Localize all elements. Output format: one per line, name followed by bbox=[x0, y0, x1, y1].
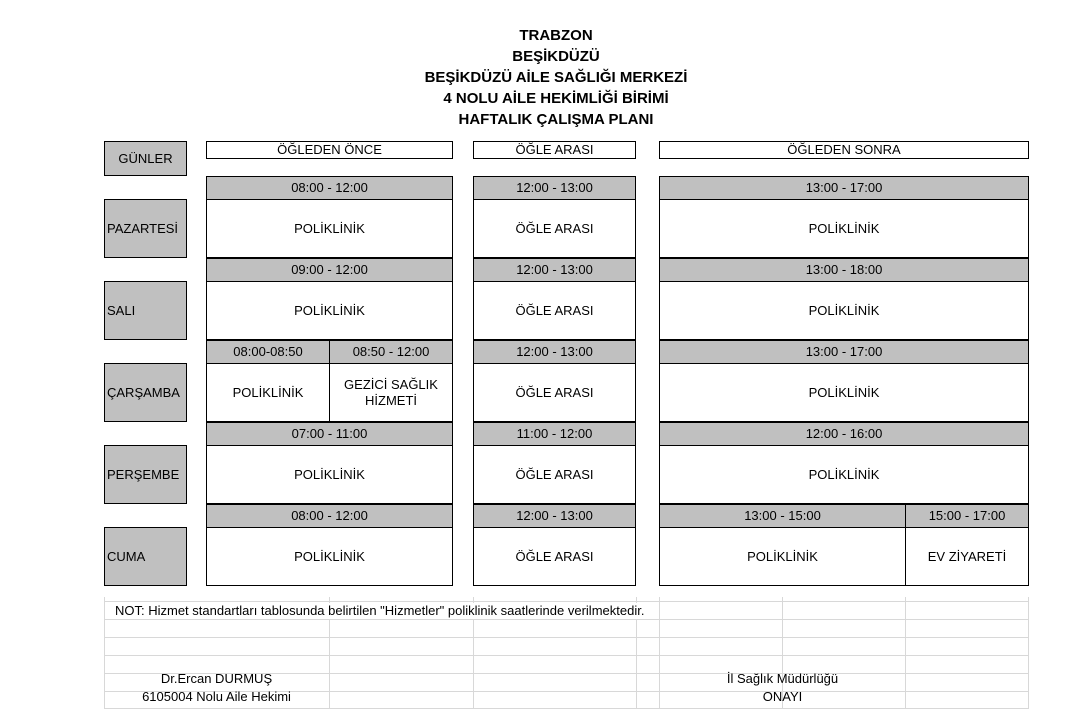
signature-left-title: 6105004 Nolu Aile Hekimi bbox=[142, 689, 291, 704]
friday-afternoon-task-b: EV ZİYARETİ bbox=[905, 527, 1029, 586]
tuesday-lunch-task: ÖĞLE ARASI bbox=[473, 281, 636, 340]
header-lunch: ÖĞLE ARASI bbox=[473, 141, 636, 159]
wednesday-morning-time-a: 08:00-08:50 bbox=[206, 340, 330, 364]
day-monday: PAZARTESİ bbox=[104, 199, 187, 258]
friday-afternoon-task-a: POLİKLİNİK bbox=[659, 527, 906, 586]
friday-morning-task: POLİKLİNİK bbox=[206, 527, 453, 586]
thursday-lunch-time: 11:00 - 12:00 bbox=[473, 422, 636, 446]
thursday-lunch-task: ÖĞLE ARASI bbox=[473, 445, 636, 504]
page-title: HAFTALIK ÇALIŞMA PLANI bbox=[458, 111, 654, 128]
friday-lunch-time: 12:00 - 13:00 bbox=[473, 504, 636, 528]
day-tuesday: SALI bbox=[104, 281, 187, 340]
note-text: NOT: Hizmet standartları tablosunda belirtilen "Hizmetler" poliklinik saatlerinde verilmektedir. bbox=[115, 603, 645, 618]
friday-afternoon-time-a: 13:00 - 15:00 bbox=[659, 504, 906, 528]
signature-right-name: İl Sağlık Müdürlüğü bbox=[726, 671, 839, 686]
monday-morning-task: POLİKLİNİK bbox=[206, 199, 453, 258]
day-friday: CUMA bbox=[104, 527, 187, 586]
title-district: BEŞİKDÜZÜ bbox=[512, 48, 600, 65]
thursday-afternoon-time: 12:00 - 16:00 bbox=[659, 422, 1029, 446]
wednesday-lunch-time: 12:00 - 13:00 bbox=[473, 340, 636, 364]
wednesday-morning-time-b: 08:50 - 12:00 bbox=[329, 340, 453, 364]
friday-lunch-task: ÖĞLE ARASI bbox=[473, 527, 636, 586]
day-thursday: PERŞEMBE bbox=[104, 445, 187, 504]
tuesday-morning-time: 09:00 - 12:00 bbox=[206, 258, 453, 282]
thursday-morning-time: 07:00 - 11:00 bbox=[206, 422, 453, 446]
thursday-afternoon-task: POLİKLİNİK bbox=[659, 445, 1029, 504]
tuesday-afternoon-time: 13:00 - 18:00 bbox=[659, 258, 1029, 282]
monday-lunch-task: ÖĞLE ARASI bbox=[473, 199, 636, 258]
title-city: TRABZON bbox=[519, 27, 593, 44]
monday-afternoon-time: 13:00 - 17:00 bbox=[659, 176, 1029, 200]
wednesday-morning-task-a: POLİKLİNİK bbox=[206, 363, 330, 422]
wednesday-afternoon-time: 13:00 - 17:00 bbox=[659, 340, 1029, 364]
day-wednesday: ÇARŞAMBA bbox=[104, 363, 187, 422]
title-center: BEŞİKDÜZÜ AİLE SAĞLIĞI MERKEZİ bbox=[424, 69, 688, 86]
header-days: GÜNLER bbox=[104, 141, 187, 176]
signature-left-name: Dr.Ercan DURMUŞ bbox=[160, 671, 273, 686]
monday-morning-time: 08:00 - 12:00 bbox=[206, 176, 453, 200]
wednesday-morning-task-b: GEZİCİ SAĞLIK HİZMETİ bbox=[329, 363, 453, 422]
title-unit: 4 NOLU AİLE HEKİMLİĞİ BİRİMİ bbox=[443, 90, 669, 107]
header-morning: ÖĞLEDEN ÖNCE bbox=[206, 141, 453, 159]
monday-afternoon-task: POLİKLİNİK bbox=[659, 199, 1029, 258]
wednesday-lunch-task: ÖĞLE ARASI bbox=[473, 363, 636, 422]
header-afternoon: ÖĞLEDEN SONRA bbox=[659, 141, 1029, 159]
thursday-morning-task: POLİKLİNİK bbox=[206, 445, 453, 504]
monday-lunch-time: 12:00 - 13:00 bbox=[473, 176, 636, 200]
tuesday-lunch-time: 12:00 - 13:00 bbox=[473, 258, 636, 282]
friday-afternoon-time-b: 15:00 - 17:00 bbox=[905, 504, 1029, 528]
tuesday-afternoon-task: POLİKLİNİK bbox=[659, 281, 1029, 340]
tuesday-morning-task: POLİKLİNİK bbox=[206, 281, 453, 340]
wednesday-afternoon-task: POLİKLİNİK bbox=[659, 363, 1029, 422]
friday-morning-time: 08:00 - 12:00 bbox=[206, 504, 453, 528]
signature-right-title: ONAYI bbox=[762, 689, 803, 704]
